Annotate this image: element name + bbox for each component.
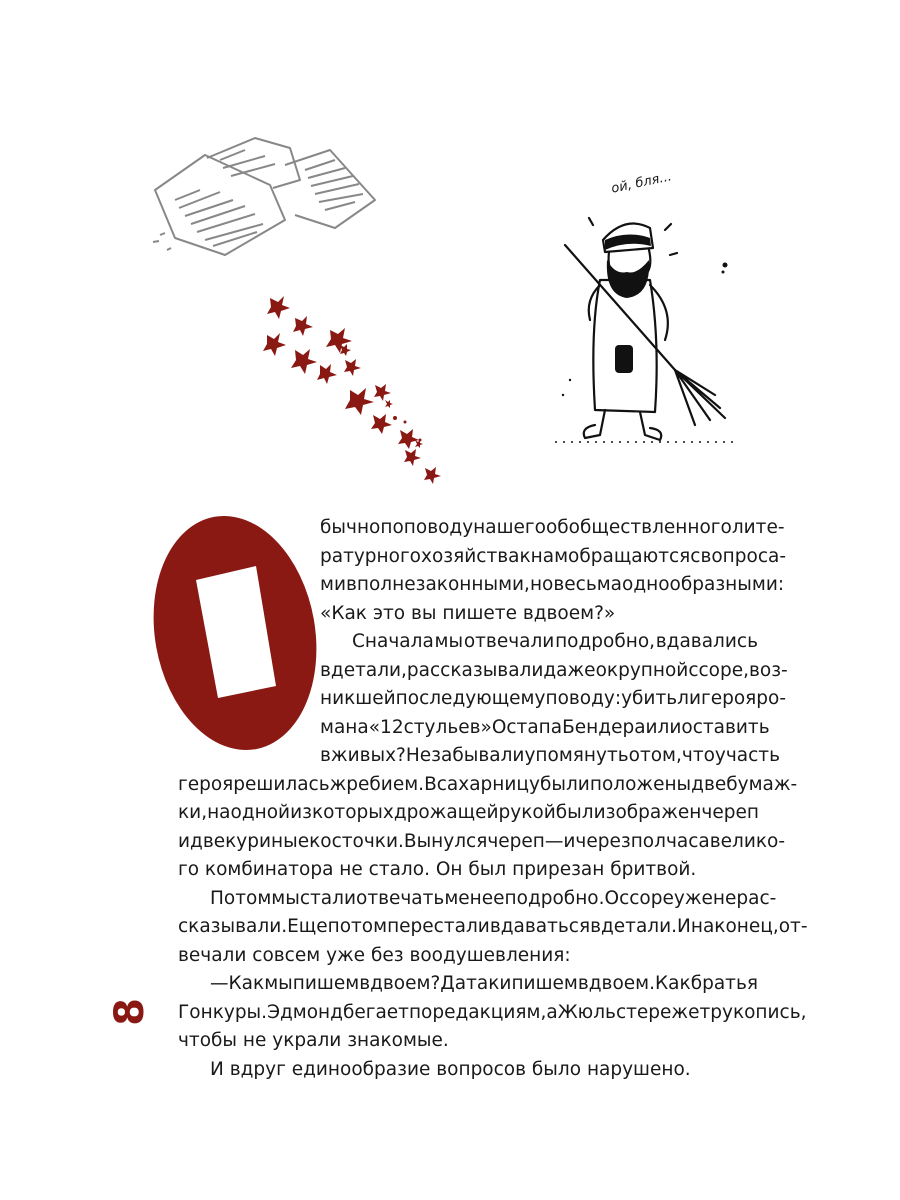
- falling-leaves-illustration: [255, 290, 455, 490]
- body-text: [178, 514, 808, 1084]
- text-line: Гонкуры. Эдмонд бегает по редакциям, а Жюль стережет рукопись,: [178, 1001, 807, 1023]
- text-line: героя решилась жребием. В сахарницу были положены две бумаж-: [178, 773, 798, 795]
- page-number: 8: [107, 998, 153, 1026]
- janitor-with-broom-illustration: [545, 180, 745, 460]
- text-line: и две куриные косточки. Вынулся череп — и через полчаса велико-: [178, 830, 786, 852]
- text-line: ратурного хозяйства к нам обращаются с вопроса-: [320, 545, 787, 567]
- illustration-caption: ой, бля...: [610, 169, 673, 197]
- text-line: «Как это вы пишете вдвоем?»: [320, 602, 616, 624]
- text-line: бычно по поводу нашего обобществленного лите-: [320, 517, 785, 538]
- text-line: И вдруг единообразие вопросов было нарушено.: [210, 1058, 691, 1080]
- text-line: никшей по следующему поводу: убить ли героя ро-: [320, 688, 787, 709]
- text-line: го комбинатора не стало. Он был прирезан бритвой.: [178, 859, 697, 880]
- text-line: сказывали. Еще потом перестали вдаваться в детали. И наконец, от-: [178, 916, 808, 937]
- text-line: Сначала мы отвечали подробно, вдавались: [352, 631, 758, 652]
- text-line: в живых? Не забывали упомянуть о том, что участь: [320, 745, 780, 766]
- text-line: вечали совсем уже без воодушевления:: [178, 944, 571, 966]
- text-line: Потом мы стали отвечать менее подробно. О ссоре уже не рас-: [210, 887, 777, 909]
- text-line: чтобы не украли знакомые.: [178, 1030, 449, 1051]
- manuscript-papers-illustration: [145, 120, 385, 270]
- text-line: в детали, рассказывали даже о крупной ссоре, воз-: [320, 659, 788, 681]
- text-line: мана «12 стульев» Остапа Бендера или оставить: [320, 716, 770, 738]
- text-line: ми вполне законными, но весьма однообразными:: [320, 574, 785, 595]
- text-line: ки, на одной из которых дрожащей рукой был изображен череп: [178, 802, 759, 823]
- text-line: — Как мы пишем вдвоем? Да так и пишем вдвоем. Как братья: [210, 973, 758, 994]
